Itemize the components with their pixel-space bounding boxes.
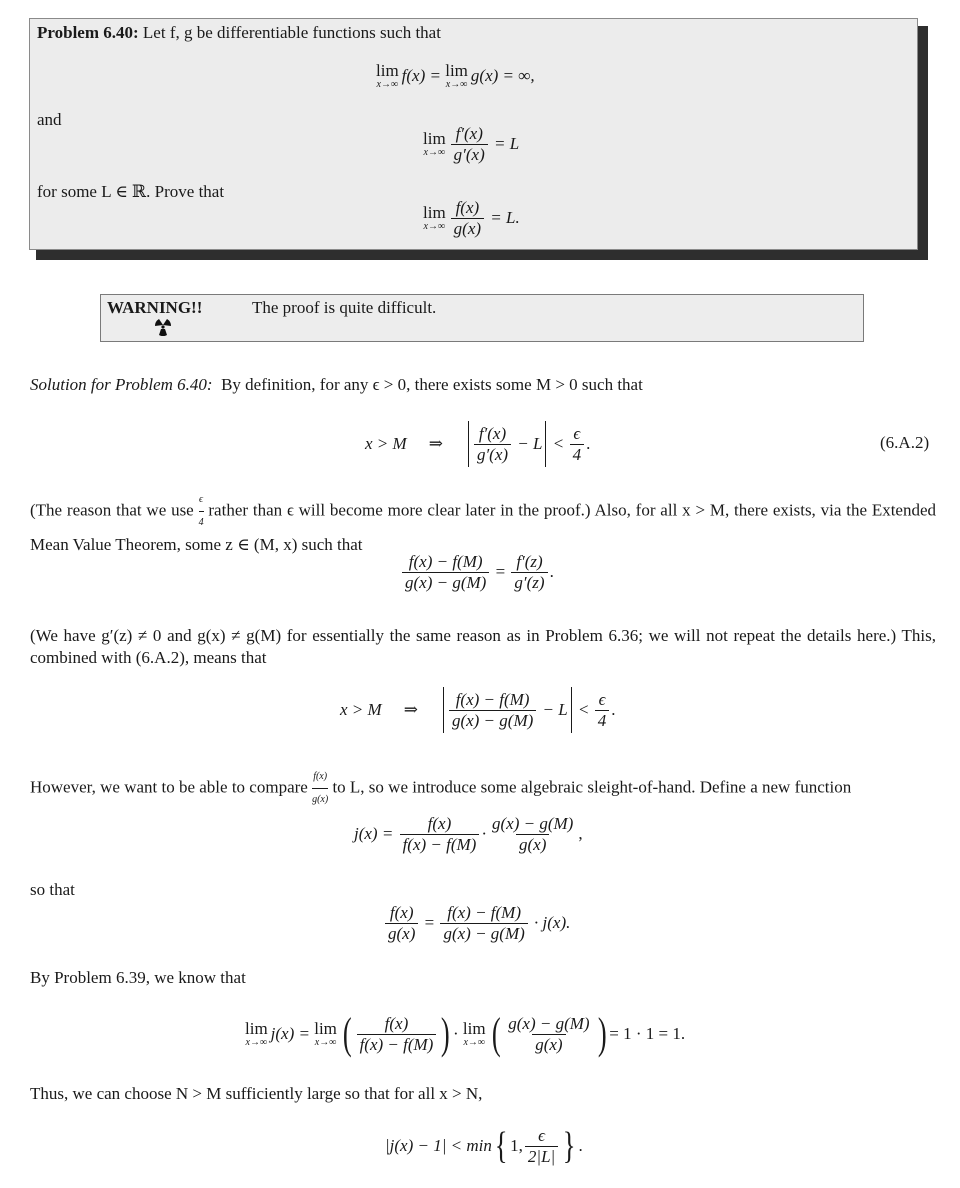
frac-num: ϵ — [538, 1126, 545, 1145]
warning-text: The proof is quite difficult. — [252, 298, 437, 317]
eq-minus-L: − L — [517, 434, 543, 453]
frac-den: g(x) − g(M) — [440, 923, 527, 944]
eq1-rhs: g(x) = ∞, — [470, 66, 535, 85]
eq2-rhs: = L — [494, 134, 520, 154]
lim-word: lim — [376, 61, 399, 80]
p4-text-b: to L, so we introduce some algebraic sleight-of-hand. Define a new function — [332, 777, 852, 797]
frac-num: f(x) — [455, 198, 480, 217]
eq-period: . — [549, 562, 554, 582]
eq-dot: · — [453, 1024, 459, 1043]
frac-den: g′(x) — [451, 144, 488, 165]
frac-num: f(x) − f(M) — [447, 903, 522, 922]
solution-p6: By Problem 6.39, we know that — [30, 968, 246, 987]
frac-den: g(x) — [516, 834, 549, 855]
eq-equals: = — [495, 562, 506, 582]
frac-num: f(x) — [384, 1013, 409, 1033]
solution-p5: so that — [30, 880, 75, 899]
p2-text-a: (The reason that we use — [30, 500, 194, 520]
eq-lt: < — [578, 700, 589, 719]
eq-dot: · — [481, 824, 488, 844]
solution-p2 — [30, 489, 936, 556]
frac-den: g(x) — [532, 1034, 565, 1055]
equation-lim-j: lim x→∞ j(x) = lim x→∞ ( $\frac{f(x)}{f(x) - f(M)}$ ) · lim x→∞ ( $\frac{g(x) - g(M)}{g(x)}$ ) = 1 · 1 = 1. — [245, 1009, 686, 1058]
frac-den: g(x) — [312, 788, 328, 811]
frac-num: g(x) − g(M) — [492, 814, 574, 833]
equation-6A2 — [365, 421, 590, 467]
eq-lhs: x > M — [365, 434, 407, 453]
problem-statement — [37, 22, 441, 44]
frac-num: g(x) − g(M) — [508, 1013, 590, 1033]
eq-jx: j(x) = — [270, 1024, 310, 1043]
frac-den: 4 — [595, 710, 610, 731]
eq-lhs: x > M — [340, 700, 382, 719]
eq-equals: = — [424, 913, 435, 933]
frac-num: f(x) — [427, 814, 452, 833]
solution-p4 — [30, 766, 936, 811]
frac-den: 4 — [199, 511, 204, 534]
frac-num: ϵ — [199, 494, 204, 505]
solution-intro — [30, 375, 643, 395]
eq-rhs: = 1 · 1 = 1. — [609, 1024, 686, 1043]
eq-minus-L: − L — [542, 700, 568, 719]
eq-period: . — [578, 1136, 583, 1156]
frac-den: g′(x) — [474, 444, 511, 465]
frac-num: f(x) − f(M) — [408, 552, 483, 571]
problem-eq1 — [376, 62, 535, 90]
lim-word: lim — [245, 1019, 268, 1038]
frac-num: f(x) − f(M) — [455, 689, 530, 709]
frac-den: g(x) — [451, 218, 484, 239]
equation-j-def — [354, 814, 583, 854]
warning-box — [100, 294, 864, 342]
solution-label: Solution for Problem 6.40: — [30, 375, 213, 394]
lim-word: lim — [462, 1019, 486, 1038]
lim-word: lim — [423, 129, 446, 149]
equation-j-bound: |j(x) − 1| < min { 1, $\frac{\epsilon}{2|L|}$ } . — [385, 1125, 583, 1168]
eq-lhs: j(x) = — [354, 824, 394, 844]
lim-sub: x→∞ — [314, 1037, 337, 1048]
frac-den: 4 — [570, 444, 585, 465]
problem-and: and — [37, 110, 62, 129]
eq1-lhs: f(x) = — [401, 66, 441, 85]
eq-comma: , — [578, 824, 583, 844]
lim-sub: x→∞ — [445, 79, 468, 90]
eq-lhs: |j(x) − 1| < min — [385, 1136, 492, 1156]
frac-den: g′(z) — [511, 572, 547, 593]
lim-sub: x→∞ — [245, 1037, 268, 1048]
eq-one: 1, — [510, 1136, 523, 1156]
frac-num: ϵ — [598, 689, 606, 709]
lim-word: lim — [445, 61, 468, 80]
frac-num: ϵ — [573, 423, 581, 443]
eq-period: . — [611, 700, 616, 719]
problem-intro: Let f, g be differentiable functions such that — [142, 23, 441, 42]
lim-sub: x→∞ — [376, 79, 399, 90]
radiation-icon — [154, 318, 172, 341]
frac-den: f(x) − f(M) — [400, 834, 480, 855]
eq-rhs: · j(x). — [534, 913, 571, 933]
problem-for-some: for some L ∈ ℝ. Prove that — [37, 182, 225, 201]
eq-period: . — [586, 434, 591, 453]
frac-den: g(x) — [385, 923, 418, 944]
implies-arrow: ⇒ — [403, 700, 418, 719]
frac-num: f(x) — [389, 903, 414, 922]
warning-label: WARNING!! — [107, 298, 203, 317]
solution-p1: By definition, for any ϵ > 0, there exists some M > 0 such that — [221, 375, 643, 394]
solution-p3: (We have g′(z) ≠ 0 and g(x) ≠ g(M) for essentially the same reason as in Problem 6.36; we will not repeat the details here.) This, combined with (6.A.2), means that — [30, 626, 936, 667]
lim-word: lim — [314, 1019, 337, 1038]
lim-word: lim — [423, 203, 446, 223]
p4-text-a: However, we want to be able to compare — [30, 777, 308, 797]
frac-den: g(x) − g(M) — [402, 572, 489, 593]
frac-den: g(x) − g(M) — [449, 710, 536, 731]
p2-text-b: rather than ϵ will become more clear later in the proof.) Also, for all x > M, there exists, via the Extended Mean Value Theorem, some z ∈ (M, x) such that — [30, 500, 937, 554]
frac-num: f′(z) — [516, 552, 543, 571]
lim-sub: x→∞ — [463, 1037, 486, 1048]
frac-num: f′(x) — [455, 124, 483, 143]
lim-sub: x→∞ — [423, 147, 446, 159]
equation-combined — [340, 687, 616, 733]
frac-num: f(x) — [313, 771, 328, 782]
frac-den: 2|L| — [525, 1146, 558, 1167]
eq-lt: < — [553, 434, 564, 453]
problem-eq3 — [423, 198, 520, 238]
eq3-rhs: = L. — [490, 208, 520, 228]
equation-emvt — [400, 552, 554, 592]
frac-den: f(x) − f(M) — [357, 1034, 437, 1055]
problem-label: Problem 6.40: — [37, 23, 139, 42]
equation-tag: (6.A.2) — [880, 433, 930, 452]
equation-ratio — [383, 903, 570, 943]
solution-p7: Thus, we can choose N > M sufficiently large so that for all x > N, — [30, 1084, 483, 1103]
problem-eq2 — [423, 124, 519, 164]
implies-arrow: ⇒ — [428, 434, 443, 453]
frac-num: f′(x) — [478, 423, 507, 443]
lim-sub: x→∞ — [423, 221, 446, 233]
